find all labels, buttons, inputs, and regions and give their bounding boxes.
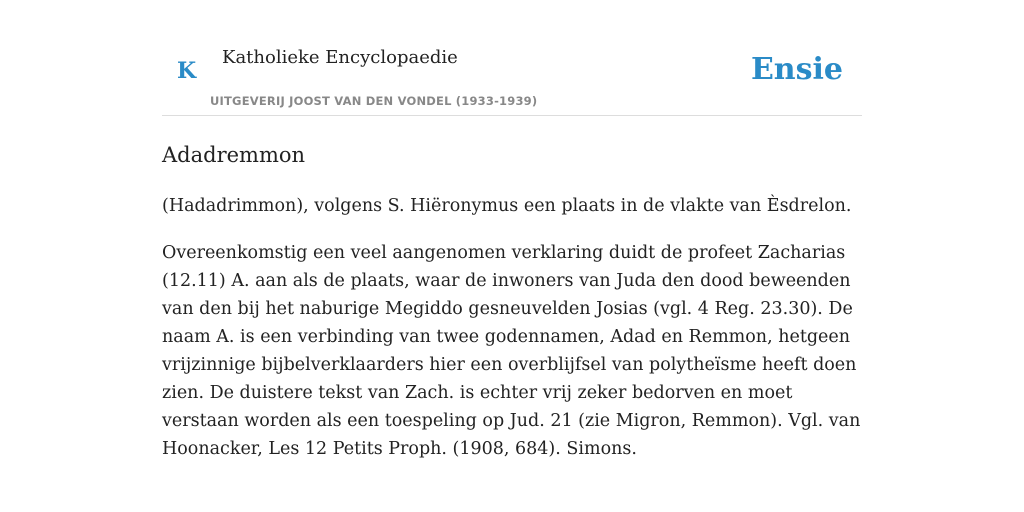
article-paragraph: Overeenkomstig een veel aangenomen verklaring duidt de profeet Zacharias (12.11) A. aan als de plaats, waar de inwoners van Juda den dood beweenden van den bij het naburige Megiddo gesneuvelden Josias (vgl. 4 Reg. 23.30). De naam A. is een verbinding van twee godennamen, Adad en Remmon, hetgeen vrijzinnige bijbelverklaarders hier een overblijfsel van polytheïsme heeft doen zien. De duistere tekst van Zach. is echter vrij zeker bedorven en moet verstaan worden als een toespeling op Jud. 21 (zie Migron, Remmon). Vgl. van Hoonacker, Les 12 Petits Proph. (1908, 684). Simons. — [162, 243, 861, 459]
encyclopedia-logo-icon[interactable]: K — [177, 58, 197, 84]
page — [162, 0, 862, 512]
article-title: Adadremmon — [162, 143, 306, 167]
encyclopedia-title: Katholieke Encyclopaedie — [222, 47, 458, 68]
publisher-subtitle: UITGEVERIJ JOOST VAN DEN VONDEL (1933-1939) — [210, 94, 538, 108]
article-paragraph: (Hadadrimmon), volgens S. Hiëronymus een plaats in de vlakte van Èsdrelon. — [162, 196, 852, 216]
site-header — [162, 0, 862, 116]
ensie-logo-link[interactable]: Ensie — [750, 52, 843, 87]
